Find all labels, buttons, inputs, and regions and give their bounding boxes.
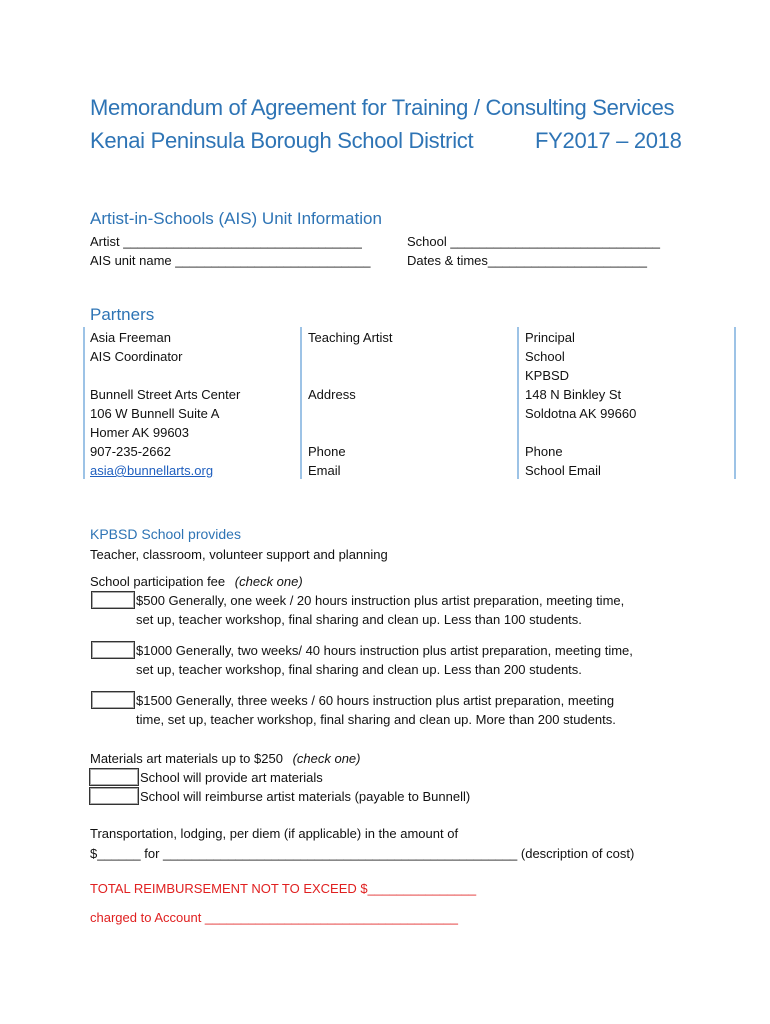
total-reimbursement-field[interactable]: TOTAL REIMBURSEMENT NOT TO EXCEED $_______________: [90, 881, 477, 896]
materials-reimburse-label: School will reimburse artist materials (payable to Bunnell): [140, 789, 471, 804]
coordinator-org: Bunnell Street Arts Center: [90, 387, 241, 402]
materials-provide-checkbox[interactable]: [89, 768, 139, 786]
artist-address-label: Address: [308, 387, 356, 402]
support-text: Teacher, classroom, volunteer support and planning: [90, 547, 388, 562]
materials-note: (check one): [292, 751, 361, 766]
document-title: Memorandum of Agreement for Training / Consulting Services: [90, 95, 675, 120]
principal-address2: Soldotna AK 99660: [525, 406, 637, 421]
fee-option-line: set up, teacher workshop, final sharing and clean up. Less than 100 students.: [136, 612, 582, 627]
coordinator-name: Asia Freeman: [90, 330, 171, 345]
partners-col3: [525, 328, 636, 480]
fiscal-year: FY2017 – 2018: [535, 128, 682, 153]
fee-option-line: $1000 Generally, two weeks/ 40 hours instruction plus artist preparation, meeting time,: [136, 643, 633, 658]
coordinator-role: AIS Coordinator: [90, 349, 183, 364]
transport-text: Transportation, lodging, per diem (if applicable) in the amount of: [90, 826, 459, 841]
coordinator-phone: 907-235-2662: [90, 444, 171, 459]
partners-heading: Partners: [90, 305, 155, 324]
fee-1500-checkbox[interactable]: [91, 691, 135, 709]
materials-provide-label: School will provide art materials: [140, 770, 323, 785]
fee-1000-checkbox[interactable]: [91, 641, 135, 659]
principal-org: KPBSD: [525, 368, 570, 383]
materials-reimburse-checkbox[interactable]: [89, 787, 139, 805]
column-divider: [734, 327, 736, 479]
partners-col2: [308, 328, 393, 480]
transport-amount-field[interactable]: $______ for _________________________________________________ (description of cost): [90, 846, 635, 861]
fee-option-line: time, set up, teacher workshop, final sharing and clean up. More than 200 students.: [136, 712, 616, 727]
artist-phone-label: Phone: [308, 444, 346, 459]
fee-option-line: set up, teacher workshop, final sharing and clean up. Less than 200 students.: [136, 662, 582, 677]
district-name: Kenai Peninsula Borough School District: [90, 128, 474, 153]
ais-unit-name-field[interactable]: AIS unit name ___________________________: [90, 253, 371, 268]
coordinator-address2: Homer AK 99603: [90, 425, 190, 440]
fee-label-row: [90, 572, 303, 591]
school-field[interactable]: School _____________________________: [407, 234, 661, 249]
column-divider: [517, 327, 519, 479]
principal-email-label: School Email: [525, 463, 601, 478]
teaching-artist-label: Teaching Artist: [308, 330, 393, 345]
fee-option-1500: [136, 691, 616, 729]
principal-phone-label: Phone: [525, 444, 563, 459]
fee-option-line: $500 Generally, one week / 20 hours instruction plus artist preparation, meeting time,: [136, 593, 625, 608]
column-divider: [83, 327, 85, 479]
coordinator-address1: 106 W Bunnell Suite A: [90, 406, 220, 421]
dates-times-field[interactable]: Dates & times______________________: [407, 253, 647, 268]
fee-500-checkbox[interactable]: [91, 591, 135, 609]
fee-option-500: [136, 591, 624, 629]
fee-option-1000: [136, 641, 633, 679]
coordinator-email-link[interactable]: asia@bunnellarts.org: [90, 463, 214, 478]
fee-note: (check one): [234, 574, 303, 589]
artist-email-label: Email: [308, 463, 341, 478]
fee-option-line: $1500 Generally, three weeks / 60 hours instruction plus artist preparation, meeting: [136, 693, 615, 708]
principal-school-label: School: [525, 349, 565, 364]
artist-field[interactable]: Artist _________________________________: [90, 234, 362, 249]
column-divider: [300, 327, 302, 479]
principal-label: Principal: [525, 330, 575, 345]
fee-label: School participation fee: [90, 574, 226, 589]
ais-heading: Artist-in-Schools (AIS) Unit Information: [90, 209, 382, 228]
provides-heading: KPBSD School provides: [90, 526, 241, 542]
account-field[interactable]: charged to Account ___________________________________: [90, 910, 458, 925]
materials-label-row: [90, 749, 360, 768]
materials-label: Materials art materials up to $250: [90, 751, 283, 766]
principal-address1: 148 N Binkley St: [525, 387, 622, 402]
partners-col1: [90, 328, 240, 480]
